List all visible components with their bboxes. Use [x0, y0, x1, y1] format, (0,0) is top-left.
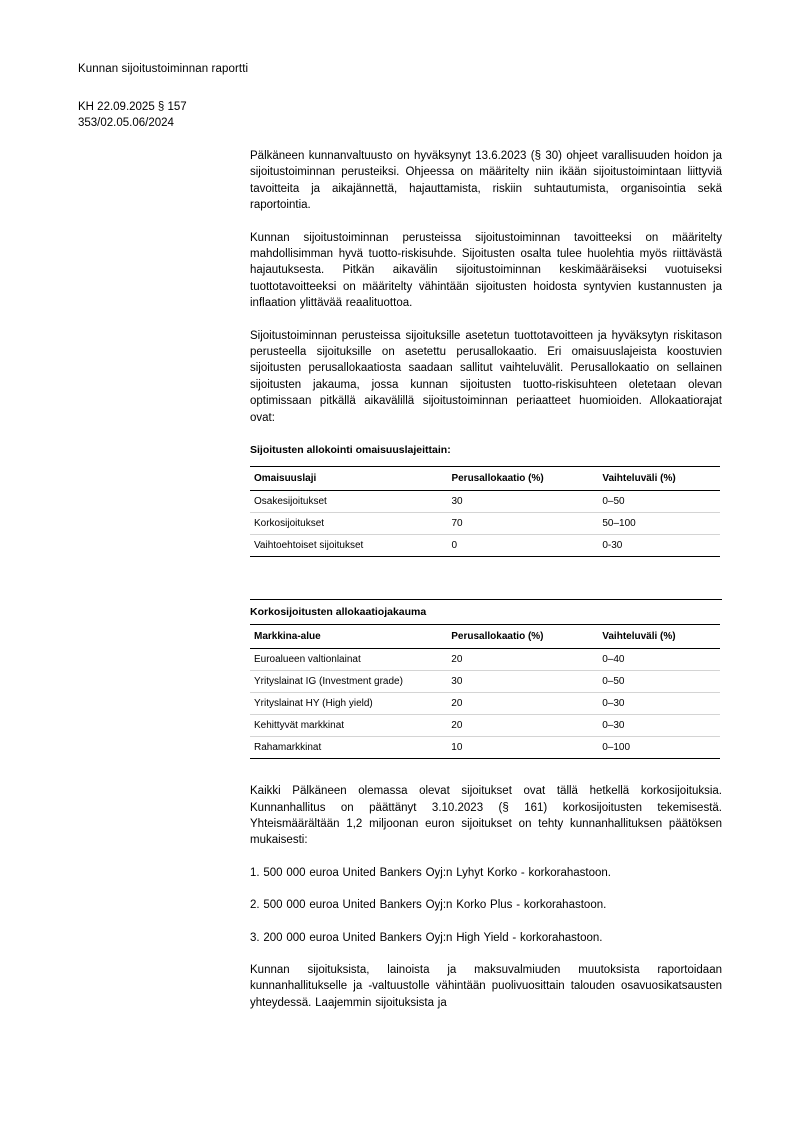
column-header-asset-class: Omaisuuslaji: [250, 467, 447, 491]
paragraph-3: Sijoitustoiminnan perusteissa sijoituksille asetetun tuottotavoitteen ja hyväksytyn riskitason perusteella sijoituksille on asetettu perusallokaatio. Eri omaisuuslajeista koostuvien sijoitusten perusallokaatiosta saadaan sallitut vaihteluvälit. Perusallokaatio on sellainen sijoitusten jakauma, jossa kunnan sijoitusten tuotto-riskisuhteen oletetaan olevan optimissaan pitkällä aikavälillä sijoitustoiminnan periaatteet huomioiden. Allokaatiorajat ovat:: [250, 329, 722, 424]
table-row: [250, 693, 720, 715]
paragraph-closing: Kunnan sijoituksista, lainoista ja maksuvalmiuden muutoksista raportoidaan kunnanhallitukselle ja -valtuustolle vähintään puolivuosittain talouden osavuosikatsausten yhteydessä. Laajemmin sijoituksista ja: [250, 963, 722, 1009]
column-header-market-area: Markkina-alue: [250, 625, 447, 649]
column-header-base-allocation: Perusallokaatio (%): [447, 625, 598, 649]
document-meta: [78, 99, 187, 131]
page-title: Kunnan sijoitustoiminnan raportti: [78, 63, 249, 75]
column-header-range: Vaihteluväli (%): [598, 625, 720, 649]
table-row: [250, 737, 720, 759]
cell-base-allocation: 0: [447, 535, 598, 557]
document-body: [250, 148, 722, 1027]
table-row: [250, 513, 720, 535]
allocation-table-2-block: [250, 599, 722, 759]
table-row: [250, 535, 720, 557]
column-header-base-allocation: Perusallokaatio (%): [447, 467, 598, 491]
cell-range: 50–100: [598, 513, 720, 535]
cell-market-area: Yrityslainat HY (High yield): [250, 693, 447, 715]
allocation-table-1-block: [250, 444, 722, 557]
cell-asset-class: Korkosijoitukset: [250, 513, 447, 535]
cell-range: 0–30: [598, 693, 720, 715]
table-header-row: [250, 625, 720, 649]
cell-base-allocation: 30: [447, 671, 598, 693]
cell-market-area: Euroalueen valtionlainat: [250, 649, 447, 671]
post-table-spacer: [250, 769, 722, 783]
cell-range: 0–40: [598, 649, 720, 671]
list-item: 2. 500 000 euroa United Bankers Oyj:n Korko Plus - korkorahastoon.: [250, 899, 607, 912]
table-row: [250, 649, 720, 671]
cell-base-allocation: 10: [447, 737, 598, 759]
meta-decision-line: KH 22.09.2025 § 157: [78, 101, 187, 113]
allocation-table-2-caption: Korkosijoitusten allokaatiojakauma: [250, 599, 722, 618]
table-header-row: [250, 467, 720, 491]
cell-base-allocation: 20: [447, 715, 598, 737]
cell-base-allocation: 20: [447, 649, 598, 671]
cell-asset-class: Osakesijoitukset: [250, 491, 447, 513]
paragraph-1: Pälkäneen kunnanvaltuusto on hyväksynyt 13.6.2023 (§ 30) ohjeet varallisuuden hoidon ja sijoitustoiminnan perusteiksi. Ohjeessa on määritelty niin ikään sijoitustoimintaan liittyviä tavoitteita ja aikajännettä, hajauttamista, riskiin suhtautumista, organisointia sekä raportointia.: [250, 150, 722, 212]
paragraph-2: Kunnan sijoitustoiminnan perusteissa sijoitustoiminnan tavoitteeksi on määritelty mahdollisimman hyvä tuotto-riskisuhde. Sijoitusten osalta tulee huolehtia myös riittävästä hajautuksesta. Pitkän aikavälin sijoitustoiminnan keskimääräiseksi vuotuiseksi tuottotavoitteeksi on määritelty vähintään sijoitusten hoidosta syntyvien kustannusten ja inflaation ylittävää reaalituottoa.: [250, 231, 722, 310]
cell-market-area: Yrityslainat IG (Investment grade): [250, 671, 447, 693]
cell-market-area: Rahamarkkinat: [250, 737, 447, 759]
cell-range: 0-30: [598, 535, 720, 557]
list-item: 1. 500 000 euroa United Bankers Oyj:n Lyhyt Korko - korkorahastoon.: [250, 866, 611, 879]
allocation-table-1: [250, 466, 720, 557]
cell-base-allocation: 30: [447, 491, 598, 513]
cell-asset-class: Vaihtoehtoiset sijoitukset: [250, 535, 447, 557]
column-header-range: Vaihteluväli (%): [598, 467, 720, 491]
cell-market-area: Kehittyvät markkinat: [250, 715, 447, 737]
table-row: [250, 491, 720, 513]
allocation-table-2: [250, 624, 720, 759]
list-item: 3. 200 000 euroa United Bankers Oyj:n High Yield - korkorahastoon.: [250, 931, 603, 944]
meta-reference-number: 353/02.05.06/2024: [78, 117, 174, 129]
cell-range: 0–30: [598, 715, 720, 737]
cell-base-allocation: 70: [447, 513, 598, 535]
cell-base-allocation: 20: [447, 693, 598, 715]
cell-range: 0–50: [598, 491, 720, 513]
table-row: [250, 671, 720, 693]
cell-range: 0–100: [598, 737, 720, 759]
allocation-table-1-caption: Sijoitusten allokointi omaisuuslajeittain:: [250, 444, 451, 457]
cell-range: 0–50: [598, 671, 720, 693]
table-spacer: [250, 567, 722, 581]
paragraph-4: Kaikki Pälkäneen olemassa olevat sijoitukset ovat tällä hetkellä korkosijoituksia. Kunnanhallitus on päättänyt 3.10.2023 (§ 161) korkosijoitusten tekemisestä. Yhteismäärältään 1,2 miljoonan euron sijoitukset on tehty kunnanhallituksen päätöksen mukaisesti:: [250, 785, 722, 847]
table-row: [250, 715, 720, 737]
